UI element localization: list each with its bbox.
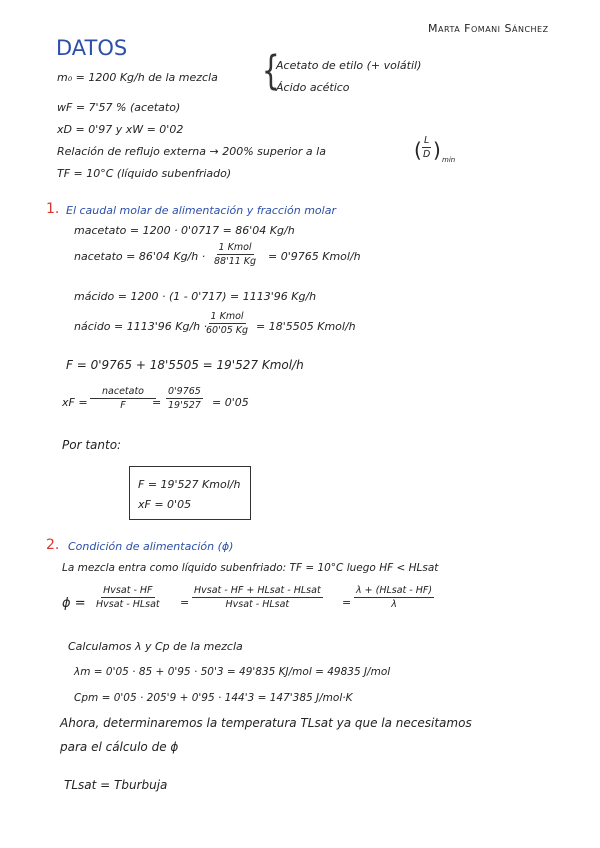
mix-component-2: Ácido acético [276, 81, 350, 94]
xf-fraction-2 [166, 386, 203, 411]
phi-fraction-2 [192, 585, 323, 610]
phi-fraction-3-num: λ + (HLsat - HF) [356, 585, 433, 596]
phi-fraction-3-den: λ [391, 599, 397, 610]
phi-fraction-1 [96, 585, 160, 610]
xf-label: xF = [62, 396, 88, 409]
xf-fraction-1 [90, 386, 156, 411]
mix-component-1: Acetato de etilo (+ volátil) [276, 59, 422, 72]
calc-line: Calculamos λ y Cp de la mezcla [68, 640, 243, 653]
tf-line: TF = 10°C (líquido subenfriado) [57, 167, 232, 180]
feed-line: m₀ = 1200 Kg/h de la mezcla [57, 71, 218, 84]
n-acido-conv-fraction [206, 311, 248, 336]
ratio-denominator: D [422, 149, 431, 160]
n-acido-pre: nácido = 1113'96 Kg/h · [74, 320, 208, 333]
phi-fraction-3 [354, 585, 434, 610]
section-1-title: El caudal molar de alimentación y fracción molar [66, 204, 336, 217]
ld-min-ratio [422, 135, 431, 160]
reflux-line: Relación de reflujo externa → 200% superior a la [57, 145, 326, 158]
xf-fraction-1-num: nacetato [90, 386, 156, 399]
ratio-subscript: min [442, 156, 456, 164]
n-acido-fraction-num: 1 Kmol [210, 311, 244, 322]
box-f-value: F = 19'527 Kmol/h [138, 478, 241, 491]
lambda-line: λm = 0'05 · 85 + 0'95 · 50'3 = 49'835 KJ/mol = 49835 J/mol [74, 666, 391, 678]
ahora-line-1: Ahora, determinaremos la temperatura TLsat ya que la necesitamos [60, 716, 472, 730]
phi-label: ϕ = [62, 596, 86, 611]
ratio-numerator: L [424, 135, 430, 146]
xf-equals: = [152, 396, 162, 409]
xd-xw-line: xD = 0'97 y xW = 0'02 [57, 123, 184, 136]
phi-fraction-2-den: Hvsat - HLsat [225, 599, 290, 610]
xf-fraction-2-num: 0'9765 [168, 386, 201, 397]
n-acetato-fraction-den: 88'11 Kg [214, 256, 257, 267]
f-total-line: F = 0'9765 + 18'5505 = 19'527 Kmol/h [66, 358, 304, 372]
cp-line: Cpm = 0'05 · 205'9 + 0'95 · 144'3 = 147'385 J/mol·K [74, 692, 353, 704]
xf-result: = 0'05 [212, 396, 249, 409]
section-2-number: 2. [46, 537, 60, 553]
phi-fraction-1-den: Hvsat - HLsat [96, 599, 160, 610]
n-acetato-fraction-num: 1 Kmol [218, 242, 252, 253]
phi-fraction-1-num: Hvsat - HF [103, 585, 153, 596]
xf-fraction-1-den: F [120, 400, 126, 411]
ratio-paren-open: ( [414, 138, 422, 162]
datos-title: DATOS [56, 36, 128, 60]
m-acetato-line: macetato = 1200 · 0'0717 = 86'04 Kg/h [74, 224, 295, 237]
intro-line: La mezcla entra como líquido subenfriado: TF = 10°C luego HF < HLsat [62, 562, 439, 574]
m-acido-line: mácido = 1200 · (1 - 0'717) = 1113'96 Kg/h [74, 290, 317, 303]
phi-equals-2: = [342, 596, 352, 609]
section-2-title: Condición de alimentación (ϕ) [68, 540, 234, 553]
n-acetato-result: = 0'9765 Kmol/h [268, 250, 361, 263]
box-xf-value: xF = 0'05 [138, 498, 192, 511]
phi-equals-1: = [180, 596, 190, 609]
section-1-number: 1. [46, 201, 60, 217]
result-box [129, 466, 251, 520]
n-acetato-conv-fraction [214, 242, 256, 267]
ahora-line-2: para el cálculo de ϕ [60, 740, 179, 754]
mixture-brace: { [261, 48, 280, 94]
n-acido-result: = 18'5505 Kmol/h [256, 320, 356, 333]
ratio-paren-close: ) [433, 138, 441, 162]
author-name: Marta Fomani Sánchez [428, 22, 549, 35]
xf-fraction-2-den: 19'527 [168, 400, 201, 411]
n-acetato-pre: nacetato = 86'04 Kg/h · [74, 250, 206, 263]
por-tanto: Por tanto: [62, 438, 122, 452]
tl-sat-line: TLsat = Tburbuja [64, 778, 168, 792]
phi-fraction-2-num: Hvsat - HF + HLsat - HLsat [194, 585, 321, 596]
n-acido-fraction-den: 60'05 Kg [206, 325, 249, 336]
wf-line: wF = 7'57 % (acetato) [57, 101, 181, 114]
